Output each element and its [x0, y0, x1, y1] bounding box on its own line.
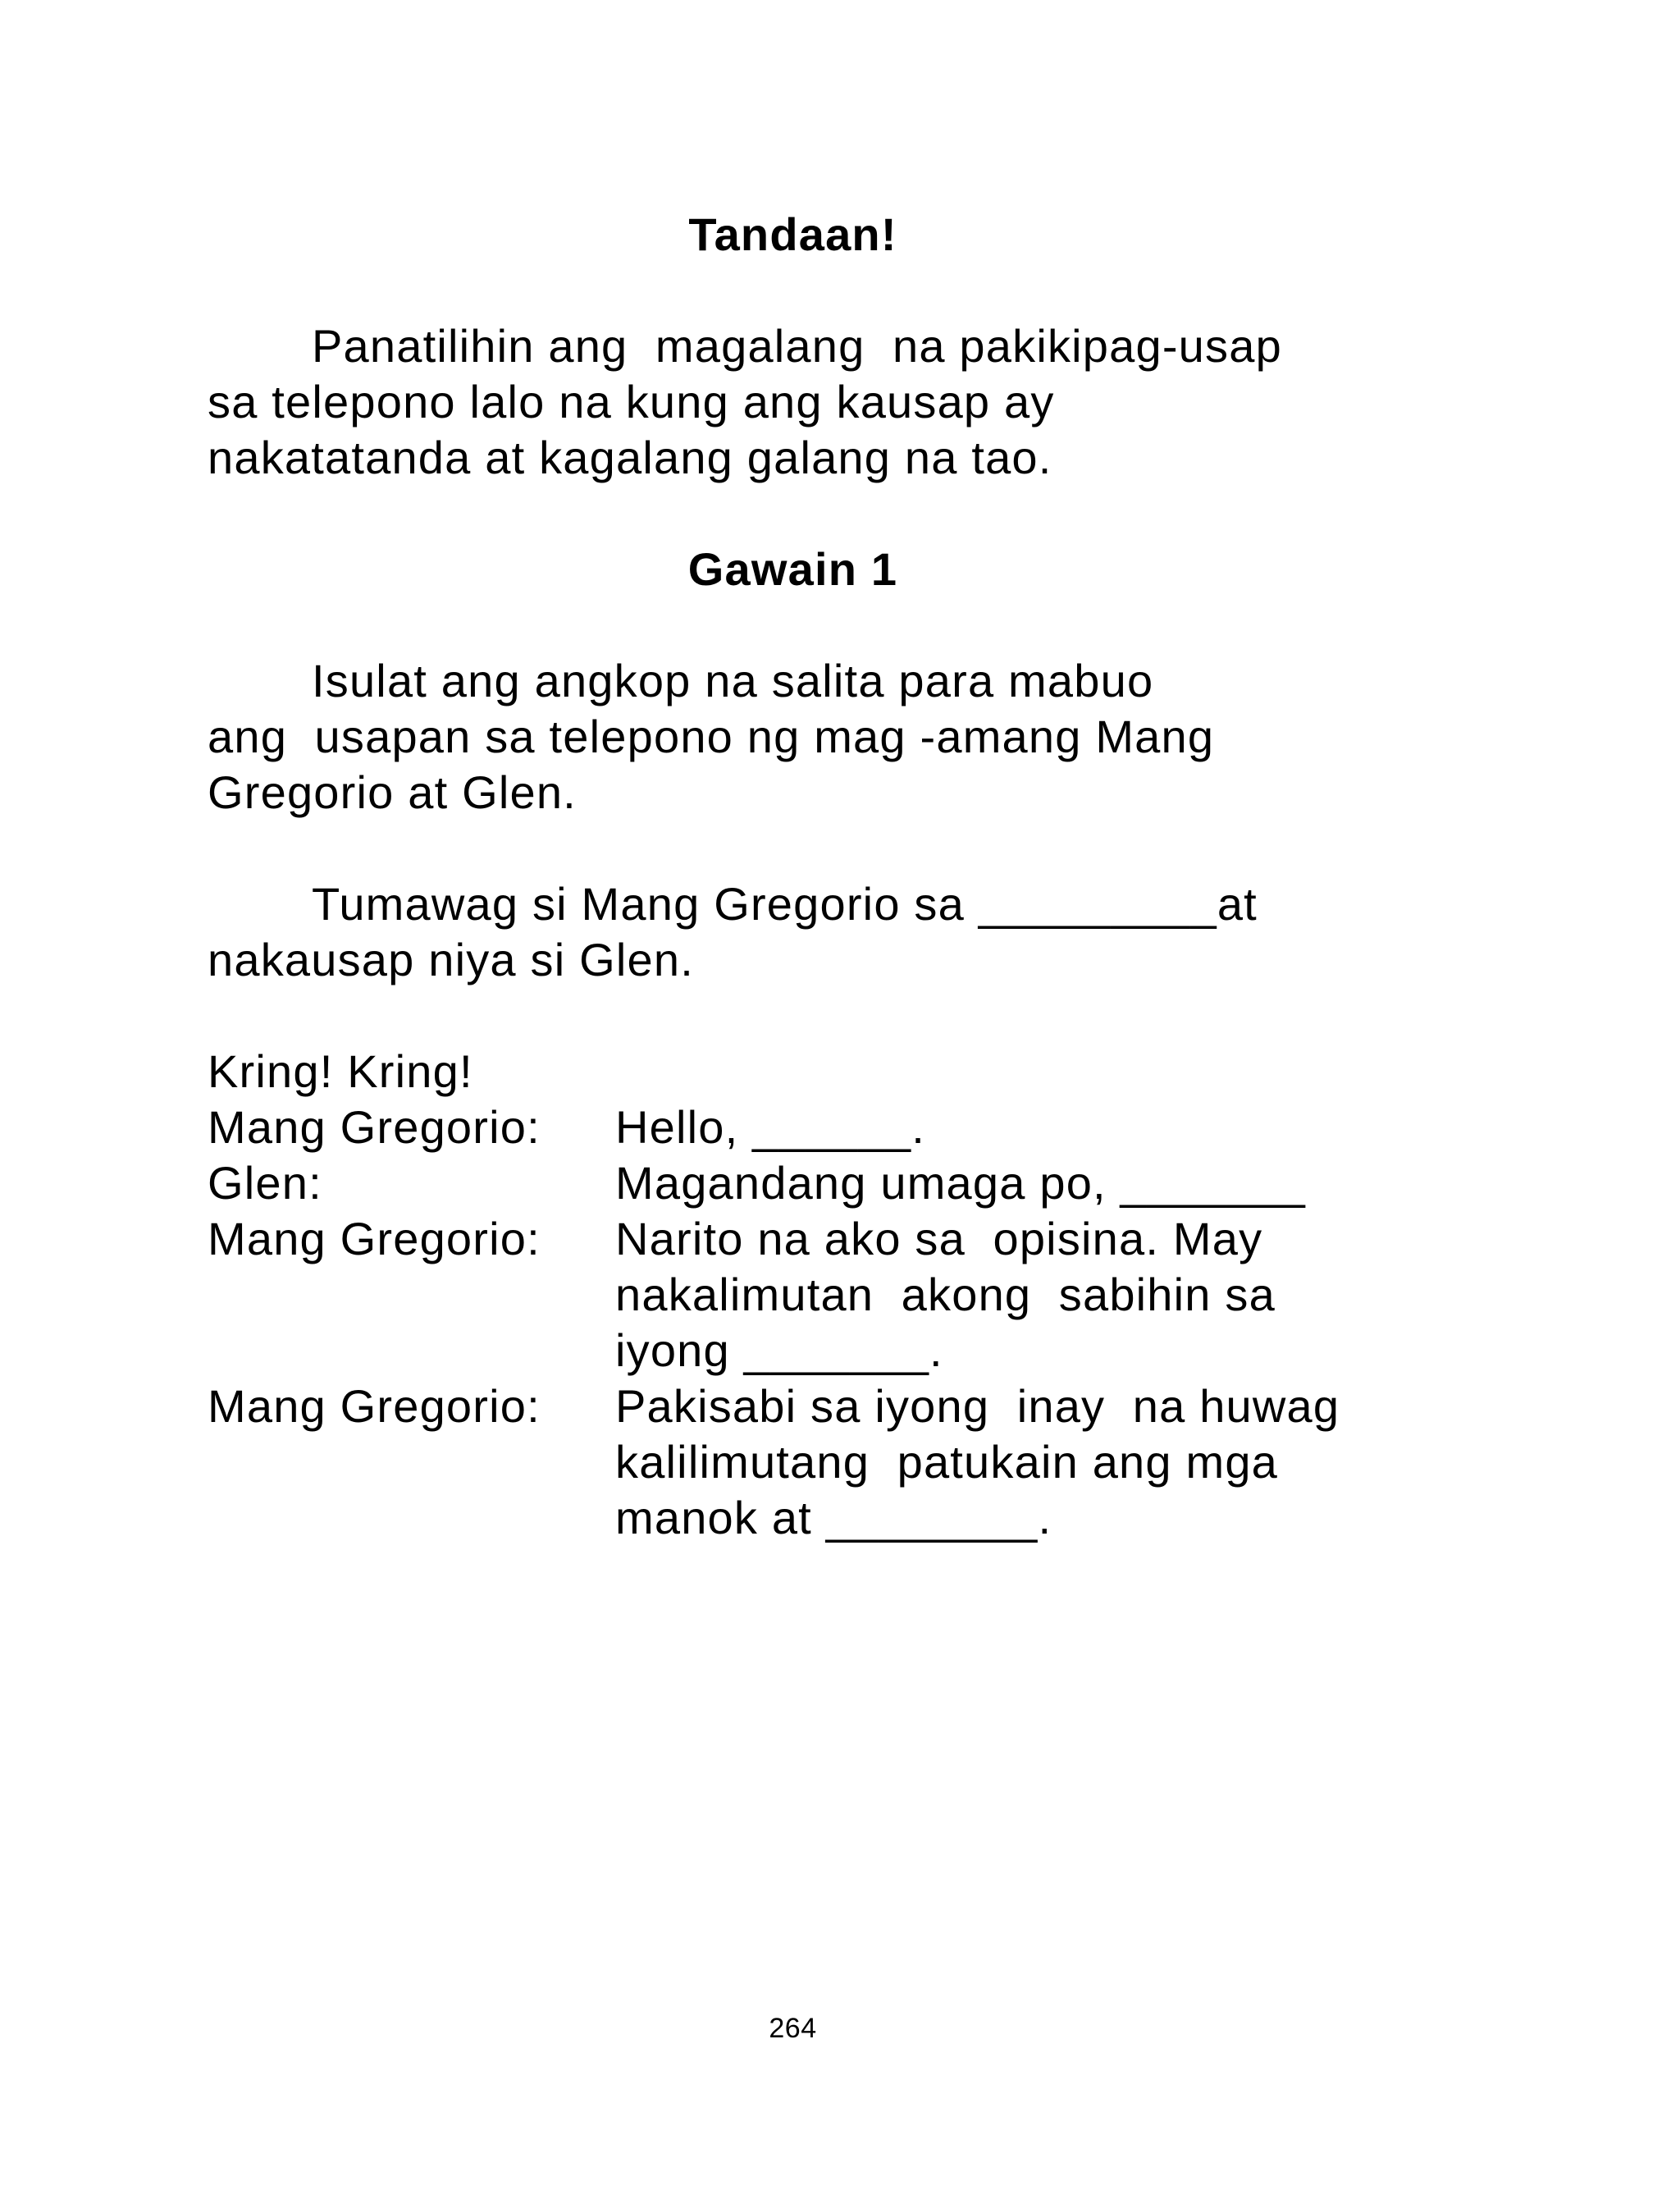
dialogue-speaker: Mang Gregorio: — [208, 1380, 541, 1432]
dialogue-line: iyong _______. — [615, 1324, 943, 1376]
dialogue-row — [208, 1211, 1378, 1378]
dialogue-line: manok at ________. — [615, 1492, 1052, 1543]
dialogue-text — [615, 1155, 1378, 1211]
dialogue-line: nakalimutan akong sabihin sa — [615, 1269, 1276, 1320]
paragraph3-line: Tumawag si Mang Gregorio sa _________at — [312, 878, 1258, 930]
dialogue-row — [208, 1155, 1378, 1211]
dialogue-speaker: Glen: — [208, 1157, 322, 1209]
dialogue-text — [615, 1211, 1378, 1378]
blank-line — [208, 263, 1378, 318]
dialogue-speaker: Mang Gregorio: — [208, 1213, 541, 1264]
page-content — [208, 207, 1378, 1546]
dialogue-row — [208, 1378, 1378, 1546]
dialogue-speaker: Mang Gregorio: — [208, 1101, 541, 1153]
paragraph3-line: nakausap niya si Glen. — [208, 934, 694, 985]
dialogue-text — [615, 1100, 1378, 1155]
blank-line — [208, 486, 1378, 542]
paragraph2-line: ang usapan sa telepono ng mag -amang Mang — [208, 711, 1215, 762]
page-number: 264 — [769, 2013, 817, 2044]
dialogue-row — [208, 1100, 1378, 1155]
paragraph1-line: sa telepono lalo na kung ang kausap ay — [208, 376, 1055, 427]
blank-line — [208, 597, 1378, 653]
paragraph2-line: Isulat ang angkop na salita para mabuo — [312, 655, 1154, 706]
paragraph2-line: Gregorio at Glen. — [208, 766, 577, 818]
dialogue-text — [615, 1378, 1378, 1546]
paragraph1-line: nakatatanda at kagalang galang na tao. — [208, 432, 1052, 483]
paragraph1-line: Panatilihin ang magalang na pakikipag-usap — [312, 320, 1282, 372]
dialogue-line: Hello, ______. — [615, 1101, 925, 1153]
dialogue-line: Narito na ako sa opisina. May — [615, 1213, 1263, 1264]
section-title-tandaan: Tandaan! — [688, 208, 897, 260]
section-title-gawain-1: Gawain 1 — [687, 543, 898, 595]
blank-line — [208, 821, 1378, 876]
blank-line — [208, 988, 1378, 1044]
dialogue-line: Magandang umaga po, _______ — [615, 1157, 1306, 1209]
dialogue-intro: Kring! Kring! — [208, 1045, 473, 1097]
dialogue-line: Pakisabi sa iyong inay na huwag — [615, 1380, 1340, 1432]
dialogue-line: kalilimutang patukain ang mga — [615, 1436, 1279, 1488]
